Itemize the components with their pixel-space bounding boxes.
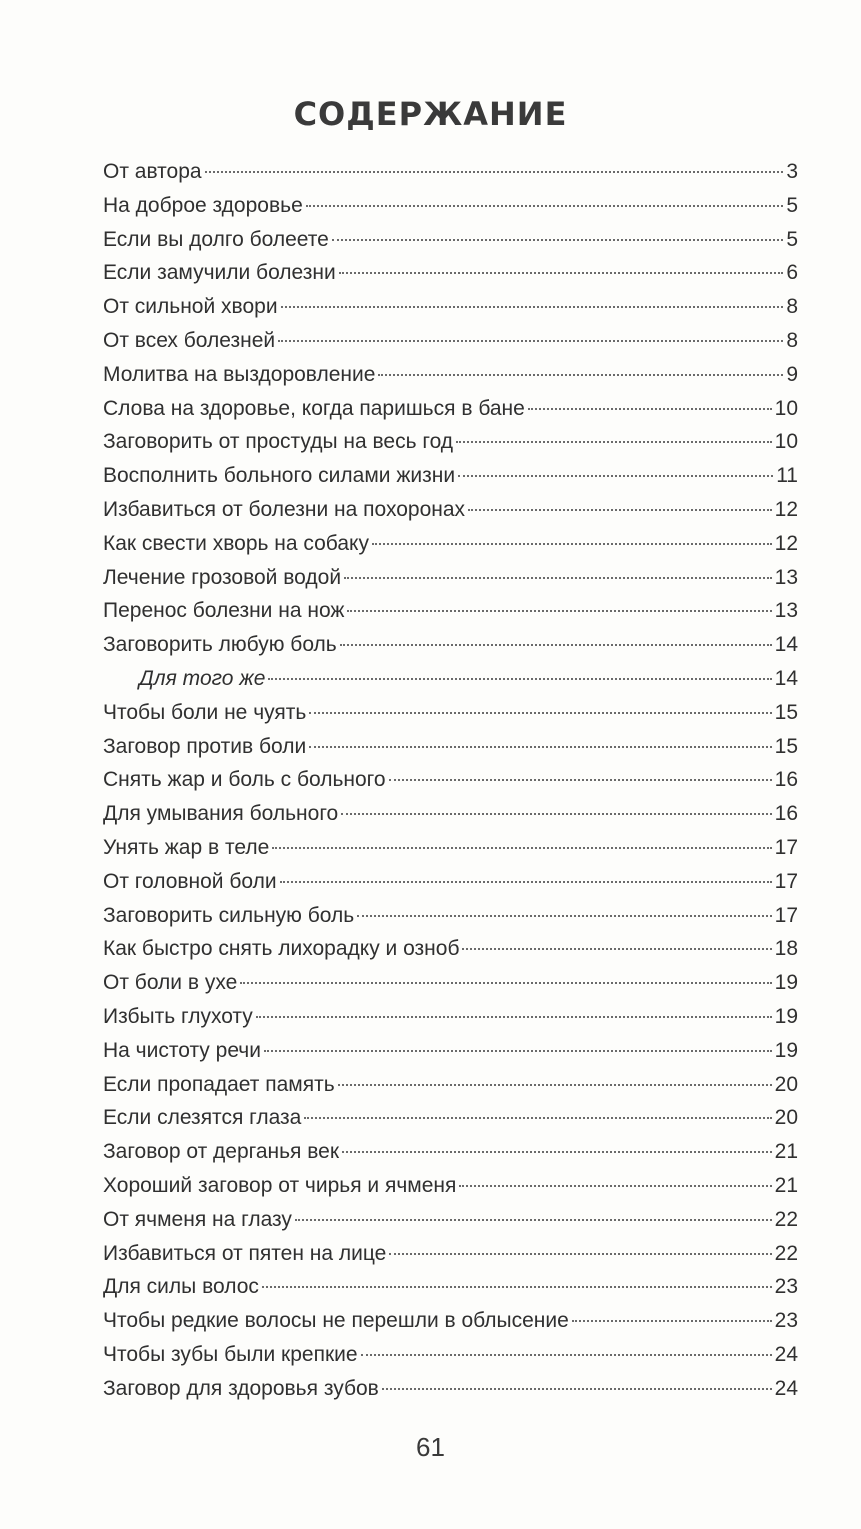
dot-leader (262, 1286, 772, 1288)
toc-entry-title: Избавиться от пятен на лице (103, 1241, 387, 1265)
dot-leader (205, 171, 784, 173)
toc-entry (103, 223, 798, 257)
toc-entry-title: На чистоту речи (103, 1038, 261, 1062)
toc-entry (103, 831, 798, 865)
dot-leader (268, 678, 771, 680)
toc-entry-page: 23 (774, 1309, 798, 1333)
toc-entry-page: 22 (774, 1207, 798, 1231)
toc-entry (103, 1372, 798, 1406)
toc-entry-title: Для силы волос (103, 1275, 259, 1299)
toc-entry-page: 17 (774, 903, 798, 927)
toc-entry-title: Заговор для здоровья зубов (103, 1376, 379, 1400)
dot-leader (256, 1016, 772, 1018)
dot-leader (278, 340, 783, 342)
toc-entry (103, 1034, 798, 1068)
toc-entry-page: 19 (774, 1038, 798, 1062)
dot-leader (240, 982, 771, 984)
toc-entry (103, 594, 798, 628)
dot-leader (389, 1253, 771, 1255)
toc-entry-page: 5 (786, 227, 798, 251)
toc-entry (103, 1000, 798, 1034)
toc-entry (103, 865, 798, 899)
toc-entry-page: 20 (774, 1072, 798, 1096)
dot-leader (340, 644, 772, 646)
toc-entry-page: 9 (786, 362, 798, 386)
toc-entry-title: Заговор против боли (103, 734, 307, 758)
toc-entry-title: От ячменя на глазу (103, 1207, 292, 1231)
toc-entry (103, 662, 798, 696)
dot-leader (378, 374, 783, 376)
toc-entry-page: 14 (774, 666, 798, 690)
toc-entry-title: Как свести хворь на собаку (103, 531, 369, 555)
toc-entry-title: От сильной хвори (103, 295, 278, 319)
toc-entry-page: 6 (786, 261, 798, 285)
toc-entry-page: 19 (774, 971, 798, 995)
toc-entry-page: 13 (774, 565, 798, 589)
toc-entry (103, 932, 798, 966)
toc-entry (103, 1203, 798, 1237)
toc-entry-page: 24 (774, 1342, 798, 1366)
toc-entry (103, 189, 798, 223)
toc-entry-page: 8 (786, 328, 798, 352)
toc-entry (103, 561, 798, 595)
toc-entry (103, 256, 798, 290)
toc-entry (103, 1237, 798, 1271)
toc-entry-page: 16 (774, 768, 798, 792)
toc-entry-title: Молитва на выздоровление (103, 362, 376, 386)
toc-entry (103, 797, 798, 831)
dot-leader (462, 948, 771, 950)
toc-entry-page: 19 (774, 1004, 798, 1028)
toc-entry-title: Для того же (139, 666, 266, 690)
dot-leader (528, 408, 772, 410)
toc-entry (103, 1101, 798, 1135)
toc-entry-title: Восполнить больного силами жизни (103, 464, 456, 488)
toc-entry (103, 155, 798, 189)
dot-leader (382, 1388, 772, 1390)
toc-entry-page: 15 (774, 734, 798, 758)
dot-leader (357, 915, 771, 917)
toc-entry-title: Заговор от дерганья век (103, 1140, 340, 1164)
dot-leader (459, 1185, 771, 1187)
toc-entry-title: Чтобы редкие волосы не перешли в облысение (103, 1309, 569, 1333)
dot-leader (295, 1219, 772, 1221)
toc-entry-title: Избыть глухоту (103, 1004, 253, 1028)
toc-entry (103, 1338, 798, 1372)
toc-entry-page: 21 (774, 1140, 798, 1164)
toc-entry (103, 358, 798, 392)
toc-entry-page: 24 (774, 1376, 798, 1400)
toc-entry-page: 11 (776, 464, 798, 488)
toc-entry-title: Унять жар в теле (103, 835, 270, 859)
toc-entry-page: 15 (774, 700, 798, 724)
toc-entry-page: 17 (774, 869, 798, 893)
toc-entry-page: 23 (774, 1275, 798, 1299)
toc-entry-title: Заговорить любую боль (103, 633, 337, 657)
toc-entry-page: 14 (774, 633, 798, 657)
toc-entry-page: 21 (774, 1173, 798, 1197)
toc-entry-page: 12 (774, 531, 798, 555)
toc-entry-page: 22 (774, 1241, 798, 1265)
dot-leader (280, 881, 772, 883)
table-of-contents (103, 155, 798, 1405)
dot-leader (389, 779, 772, 781)
toc-entry-page: 16 (774, 802, 798, 826)
dot-leader (341, 813, 771, 815)
toc-entry (103, 1304, 798, 1338)
dot-leader (372, 543, 772, 545)
toc-entry-page: 17 (774, 835, 798, 859)
toc-entry (103, 459, 798, 493)
toc-entry-title: Чтобы зубы были крепкие (103, 1342, 358, 1366)
toc-entry-title: От всех болезней (103, 328, 276, 352)
toc-entry (103, 290, 798, 324)
toc-entry-title: Заговорить от простуды на весь год (103, 430, 454, 454)
toc-entry-page: 13 (774, 599, 798, 623)
toc-entry-page: 12 (774, 497, 798, 521)
toc-entry (103, 966, 798, 1000)
toc-entry-title: На доброе здоровье (103, 193, 303, 217)
toc-entry (103, 730, 798, 764)
toc-entry-title: Избавиться от болезни на похоронах (103, 497, 466, 521)
toc-entry (103, 696, 798, 730)
dot-leader (309, 712, 771, 714)
toc-entry-page: 5 (786, 193, 798, 217)
toc-entry (103, 628, 798, 662)
toc-entry-title: От головной боли (103, 869, 277, 893)
dot-leader (342, 1151, 772, 1153)
toc-entry-page: 10 (774, 396, 798, 420)
dot-leader (347, 610, 771, 612)
toc-entry (103, 899, 798, 933)
toc-entry-title: Слова на здоровье, когда паришься в бане (103, 396, 525, 420)
toc-entry (103, 324, 798, 358)
toc-entry-title: Для умывания больного (103, 802, 339, 826)
toc-entry (103, 392, 798, 426)
dot-leader (309, 746, 771, 748)
page-title: СОДЕРЖАНИЕ (293, 95, 568, 134)
dot-leader (272, 847, 771, 849)
toc-entry-title: Перенос болезни на нож (103, 599, 345, 623)
dot-leader (468, 509, 772, 511)
toc-entry-title: Если слезятся глаза (103, 1106, 302, 1130)
toc-entry-title: Если пропадает память (103, 1072, 335, 1096)
dot-leader (361, 1354, 772, 1356)
toc-entry (103, 1169, 798, 1203)
toc-entry-page: 8 (786, 295, 798, 319)
dot-leader (264, 1050, 772, 1052)
dot-leader (338, 1084, 772, 1086)
page-number: 61 (416, 1432, 445, 1462)
toc-entry-page: 20 (774, 1106, 798, 1130)
toc-entry-title: Лечение грозовой водой (103, 565, 342, 589)
toc-entry (103, 1068, 798, 1102)
toc-entry-page: 10 (774, 430, 798, 454)
dot-leader (456, 441, 772, 443)
toc-entry (103, 1135, 798, 1169)
dot-leader (332, 239, 783, 241)
toc-entry (103, 763, 798, 797)
dot-leader (572, 1320, 772, 1322)
toc-entry-title: Чтобы боли не чуять (103, 700, 307, 724)
toc-entry-title: Заговорить сильную боль (103, 903, 355, 927)
toc-entry-title: Хороший заговор от чирья и ячменя (103, 1173, 457, 1197)
toc-entry-title: Если вы долго болеете (103, 227, 329, 251)
toc-entry-page: 18 (774, 937, 798, 961)
dot-leader (306, 205, 784, 207)
toc-entry (103, 1270, 798, 1304)
toc-entry-title: Снять жар и боль с больного (103, 768, 386, 792)
toc-entry-page: 3 (786, 160, 798, 183)
dot-leader (304, 1117, 771, 1119)
dot-leader (281, 306, 784, 308)
dot-leader (458, 475, 773, 477)
toc-entry (103, 425, 798, 459)
dot-leader (339, 272, 784, 274)
toc-entry-title: Если замучили болезни (103, 261, 336, 285)
toc-entry (103, 493, 798, 527)
toc-entry-title: От автора (103, 160, 202, 183)
dot-leader (344, 577, 772, 579)
toc-entry-title: От боли в ухе (103, 971, 238, 995)
toc-entry-title: Как быстро снять лихорадку и озноб (103, 937, 460, 961)
toc-entry (103, 527, 798, 561)
